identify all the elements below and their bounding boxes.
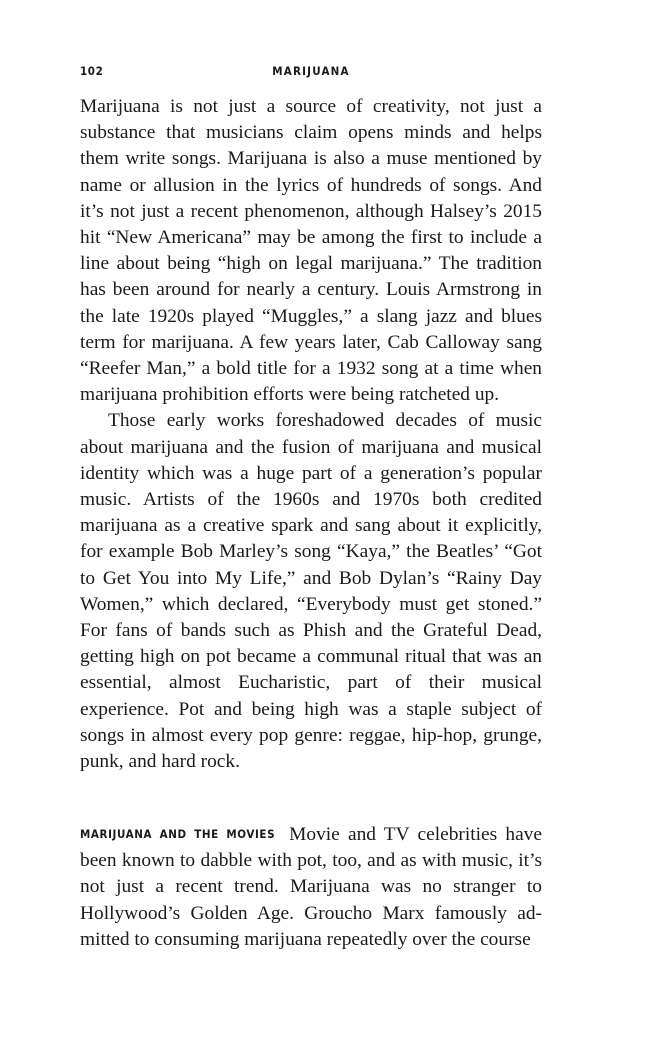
section-movies — [80, 821, 542, 953]
book-page — [80, 0, 542, 1040]
section-text: Movie and TV celebrities have been known to dabble with pot, too, and as with music, it’s not just a recent trend. Marijuana was no stranger to Hollywood’s Golden Age. Groucho Marx famously admitted to consuming marijuana repeatedly over the course — [80, 824, 542, 950]
paragraph: Marijuana is not just a source of creativity, not just a substance that musicians claim opens minds and helps them write songs. Marijuana is also a muse mentioned by name or allusion in the lyrics of hundreds of songs. And it’s not just a recent phenomenon, although Halsey’s 2015 hit “New Americana” may be among the first to include a line about being “high on legal marijuana.” The tradition has been around for nearly a century. Louis Armstrong in the late 1920s played “Muggles,” a slang jazz and blues term for marijuana. A few years later, Cab Calloway sang “Reefer Man,” a bold title for a 1932 song at a time when marijuana prohibition efforts were being ratcheted up. — [80, 96, 542, 406]
running-head — [80, 64, 542, 82]
paragraph: Those early works foreshadowed decades of music about marijuana and the fusion of marijuana and musical identity which was a huge part of a generation’s popular music. Artists of the 1960s and 1970s both credited marijuana as a creative spark and sang about it explicitly, for example Bob Marley’s song “Kaya,” the Beatles’ “Got to Get You into My Life,” and Bob Dylan’s “Rainy Day Women,” which declared, “Everybody must get stoned.” For fans of bands such as Phish and the Grateful Dead, getting high on pot became a communal ritual that was an essential, almost Eucharistic, part of their musical experience. Pot and being high was a staple subject of songs in almost every pop genre: reggae, hip-hop, grunge, punk, and hard rock. — [80, 410, 542, 773]
running-title: MARIJUANA — [272, 64, 350, 78]
page-number: 102 — [80, 64, 104, 78]
section-paragraph — [80, 821, 542, 953]
body-text — [80, 94, 542, 775]
section-heading: MARIJUANA AND THE MOVIES — [80, 827, 276, 841]
